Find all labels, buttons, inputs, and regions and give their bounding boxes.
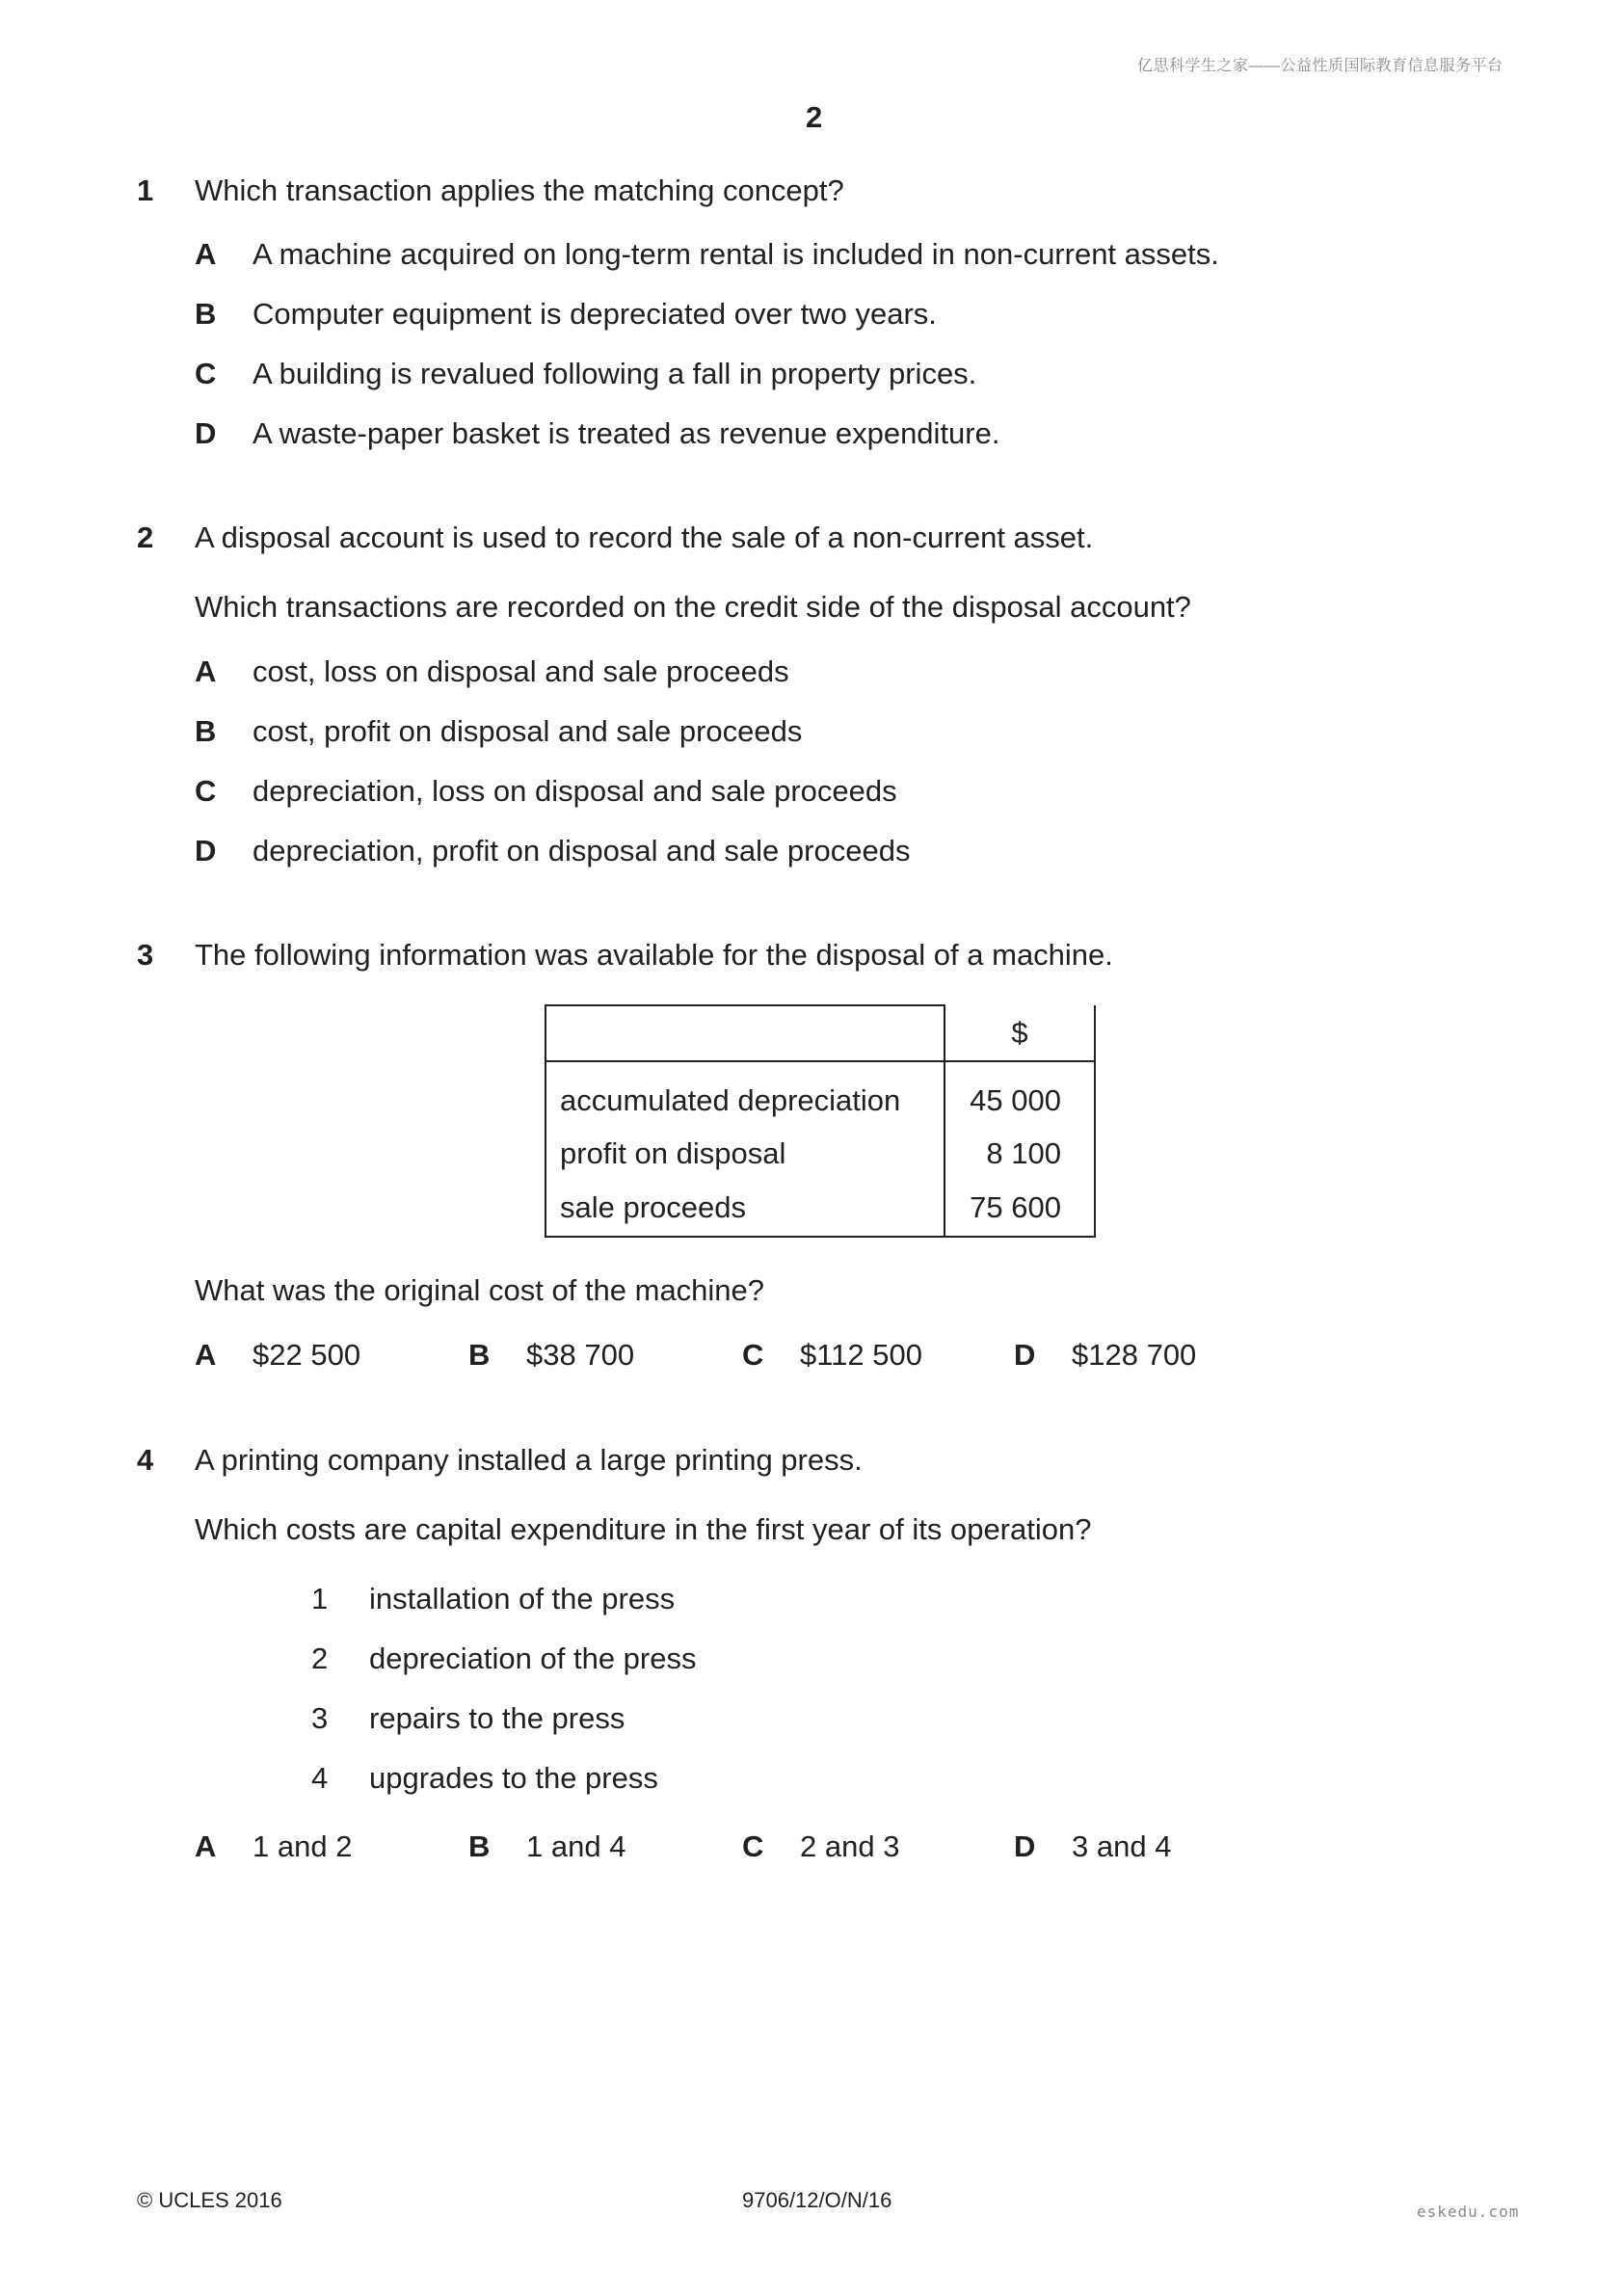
question-1-text: Which transaction applies the matching concept? — [195, 174, 844, 207]
q3-option-b-letter: B — [468, 1338, 491, 1372]
q2-option-a-letter: A — [195, 654, 217, 688]
q1-option-a-text: A machine acquired on long-term rental is included in non-current assets. — [253, 237, 1219, 271]
q2-option-d-letter: D — [195, 834, 217, 868]
footer-copyright: © UCLES 2016 — [137, 2188, 282, 2212]
question-2-text: A disposal account is used to record the sale of a non-current asset. — [195, 521, 1094, 554]
question-2-question: Which transactions are recorded on the credit side of the disposal account? — [195, 590, 1191, 624]
q3-option-d-letter: D — [1014, 1338, 1036, 1372]
q4-item-3-number: 3 — [311, 1701, 329, 1735]
q4-item-3-text: repairs to the press — [369, 1701, 625, 1735]
question-4-number: 4 — [137, 1443, 154, 1477]
q4-option-b-text: 1 and 4 — [526, 1829, 626, 1863]
table-header-cell-label — [545, 1005, 945, 1061]
q4-item-1-number: 1 — [311, 1582, 329, 1615]
q3-option-c-letter: C — [742, 1338, 764, 1372]
q4-item-2-text: depreciation of the press — [369, 1642, 697, 1675]
q1-option-d-letter: D — [195, 416, 217, 450]
q1-option-c-text: A building is revalued following a fall in property prices. — [253, 357, 977, 390]
question-3-question: What was the original cost of the machine? — [195, 1273, 765, 1307]
table-cell-amount: 75 600 — [945, 1183, 1095, 1237]
q1-option-d-text: A waste-paper basket is treated as revenue expenditure. — [253, 416, 1000, 450]
table-row — [545, 1061, 1095, 1125]
table-header-cell-currency: $ — [945, 1005, 1095, 1061]
q3-option-a-text: $22 500 — [253, 1338, 361, 1372]
disposal-info-table — [545, 1004, 1096, 1238]
question-3-number: 3 — [137, 938, 154, 972]
table-row — [545, 1125, 1095, 1183]
table-cell-label: accumulated depreciation — [545, 1061, 945, 1125]
table-row — [545, 1183, 1095, 1237]
q4-option-d-letter: D — [1014, 1829, 1036, 1863]
q4-item-1-text: installation of the press — [369, 1582, 676, 1615]
q1-option-a-letter: A — [195, 237, 217, 271]
q2-option-b-text: cost, profit on disposal and sale proceeds — [253, 714, 803, 748]
table-cell-amount: 45 000 — [945, 1061, 1095, 1125]
q1-option-b-text: Computer equipment is depreciated over two years. — [253, 297, 937, 331]
q4-option-d-text: 3 and 4 — [1072, 1829, 1172, 1863]
q4-item-4-text: upgrades to the press — [369, 1761, 658, 1795]
q3-option-b-text: $38 700 — [526, 1338, 635, 1372]
table-cell-label: sale proceeds — [545, 1183, 945, 1237]
question-1-number: 1 — [137, 174, 154, 207]
q2-option-c-letter: C — [195, 774, 217, 808]
q4-item-2-number: 2 — [311, 1642, 329, 1675]
question-2-number: 2 — [137, 521, 154, 554]
q3-option-a-letter: A — [195, 1338, 217, 1372]
q2-option-a-text: cost, loss on disposal and sale proceeds — [253, 654, 789, 688]
q2-option-c-text: depreciation, loss on disposal and sale proceeds — [253, 774, 897, 808]
page-number: 2 — [806, 100, 823, 134]
q4-option-c-text: 2 and 3 — [800, 1829, 900, 1863]
footer-site: eskedu.com — [1417, 2203, 1520, 2221]
table-cell-amount: 8 100 — [945, 1125, 1095, 1183]
q4-option-c-letter: C — [742, 1829, 764, 1863]
q4-option-a-text: 1 and 2 — [253, 1829, 353, 1863]
q2-option-d-text: depreciation, profit on disposal and sale proceeds — [253, 834, 911, 868]
q3-option-c-text: $112 500 — [800, 1338, 922, 1372]
q4-option-a-letter: A — [195, 1829, 217, 1863]
table-cell-label: profit on disposal — [545, 1125, 945, 1183]
watermark-header: 亿思科学生之家——公益性质国际教育信息服务平台 — [1137, 58, 1503, 74]
q1-option-c-letter: C — [195, 357, 217, 390]
q4-option-b-letter: B — [468, 1829, 491, 1863]
question-4-text: A printing company installed a large printing press. — [195, 1443, 863, 1477]
q3-option-d-text: $128 700 — [1072, 1338, 1197, 1372]
table-header-row — [545, 1005, 1095, 1061]
q1-option-b-letter: B — [195, 297, 217, 331]
q4-item-4-number: 4 — [311, 1761, 329, 1795]
q2-option-b-letter: B — [195, 714, 217, 748]
question-3-text: The following information was available for the disposal of a machine. — [195, 938, 1113, 972]
footer-paper-code: 9706/12/O/N/16 — [742, 2188, 892, 2212]
question-4-question: Which costs are capital expenditure in the first year of its operation? — [195, 1512, 1092, 1546]
